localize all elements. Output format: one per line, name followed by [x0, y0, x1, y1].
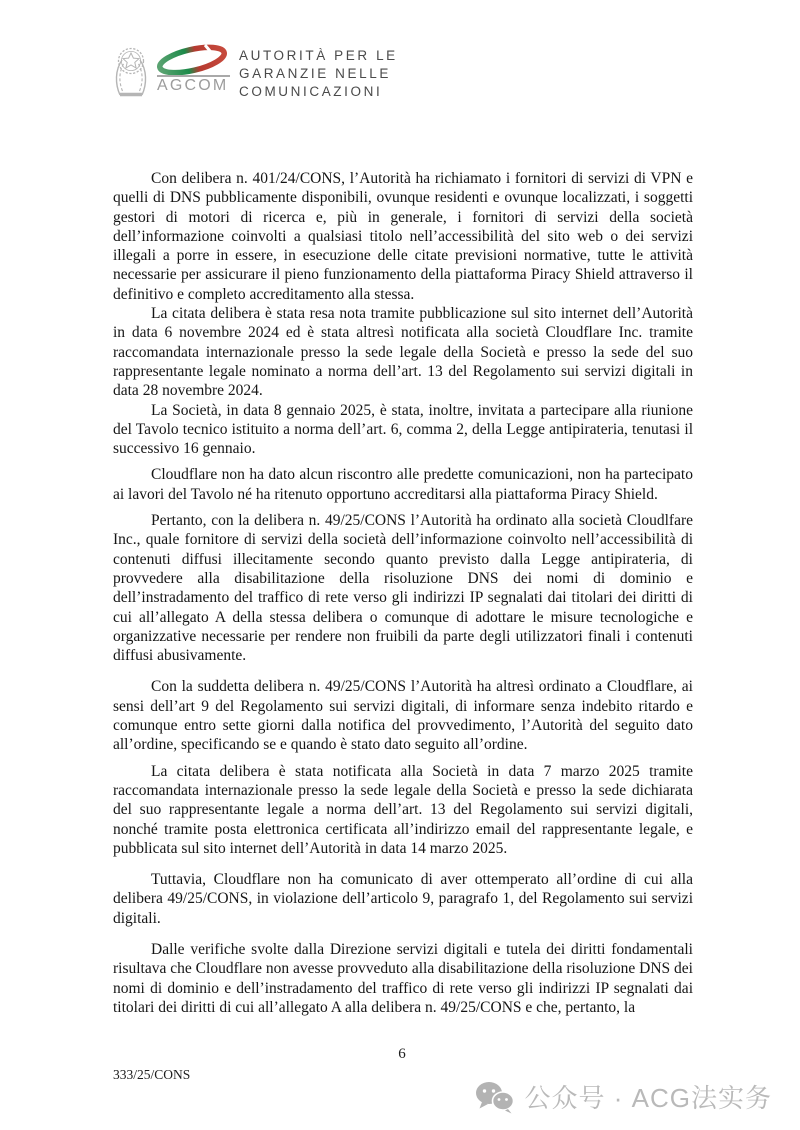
paragraph-7: La citata delibera è stata notificata alla Società in data 7 marzo 2025 tramite raccomandata internazionale presso la sede legale della Società e presso la sede dichiarata del suo rappresentante legale a norma dell’art. 13 del Regolamento sui servizi digitali, nonché tramite posta elettronica certificata all’indirizzo email del rappresentante legale, e pubblicata sul sito internet dell’Autorità in data 14 marzo 2025. [113, 762, 693, 857]
document-body [113, 169, 693, 1017]
agcom-swoosh-icon [154, 44, 232, 78]
authority-title-line-3: COMUNICAZIONI [239, 84, 383, 100]
wechat-icon [474, 1080, 516, 1114]
paragraph-4: Cloudflare non ha dato alcun riscontro alle predette comunicazioni, non ha partecipato ai lavori del Tavolo né ha ritenuto opportuno accreditarsi alla piattaforma Piracy Shield. [113, 466, 693, 503]
paragraph-9: Dalle verifiche svolte dalla Direzione servizi digitali e tutela dei diritti fondamentali risultava che Cloudflare non avesse provveduto alla disabilitazione della risoluzione DNS dei nomi di dominio e dell’instradamento del traffico di rete verso gli indirizzi IP segnalati dai titolari dei diritti di cui all’allegato A alla delibera n. 49/25/CONS e che, pertanto, la [113, 940, 693, 1016]
agcom-wordmark: AGCOM [157, 77, 229, 94]
paragraph-6: Con la suddetta delibera n. 49/25/CONS l’Autorità ha altresì ordinato a Cloudflare, ai sensi dell’art 9 del Regolamento sui servizi digitali, di informare senza indebito ritardo e comunque entro sette giorni dalla notifica del provvedimento, l’Autorità del seguito dato all’ordine, specificando se e quando è stato dato seguito all’ordine. [113, 678, 693, 754]
italy-emblem-icon [112, 44, 150, 100]
authority-title [239, 47, 398, 102]
wechat-watermark [474, 1078, 772, 1115]
watermark-text: 公众号 · ACG法实务 [524, 1083, 772, 1113]
paragraph-2: La citata delibera è stata resa nota tramite pubblicazione sul sito internet dell’Autorità in data 6 novembre 2024 ed è stata altresì notificata alla società Cloudflare Inc. tramite raccomandata internazionale presso la sede legale della Società e presso la sede del suo rappresentante legale nominato a norma dell’art. 13 del Regolamento sui servizi digitali in data 28 novembre 2024. [113, 305, 693, 400]
paragraph-5: Pertanto, con la delibera n. 49/25/CONS l’Autorità ha ordinato alla società Cloudlfare Inc., quale fornitore di servizi della società dell’informazione coinvolto nell’accessibilità di contenuti diffusi illecitamente secondo quanto previsto dalla Legge antipirateria, di provvedere alla disabilitazione della risoluzione DNS dei nomi di dominio e dell’instradamento del traffico di rete verso gli indirizzi IP segnalati dai titolari dei diritti di cui all’allegato A della stessa delibera o comunque di adottare le misure tecnologiche e organizzative necessarie per rendere non fruibili da parte degli utilizzatori finali i contenuti diffusi abusivamente. [113, 512, 693, 665]
authority-title-line-2: GARANZIE NELLE [239, 66, 391, 82]
paragraph-8: Tuttavia, Cloudflare non ha comunicato di aver ottemperato all’ordine di cui alla delibera 49/25/CONS, in violazione dell’articolo 9, paragrafo 1, del Regolamento sui servizi digitali. [113, 871, 693, 927]
page-number: 6 [398, 1046, 406, 1062]
authority-title-line-1: AUTORITÀ PER LE [239, 48, 398, 63]
paragraph-1: Con delibera n. 401/24/CONS, l’Autorità ha richiamato i fornitori di servizi di VPN e quelli di DNS pubblicamente disponibili, ovunque residenti e ovunque localizzati, i soggetti gestori di motori di ricerca e, più in generale, i fornitori di servizi della società dell’informazione coinvolti a qualsiasi titolo nell’accessibilità del sito web o dei servizi illegali a porre in essere, in esecuzione delle citate previsioni normative, tutte le attività necessarie per assicurare il pieno funzionamento della piattaforma Piracy Shield attraverso il definitivo e completo accreditamento alla stessa. [113, 170, 693, 303]
document-reference: 333/25/CONS [113, 1067, 191, 1082]
paragraph-3: La Società, in data 8 gennaio 2025, è stata, inoltre, invitata a partecipare alla riunione del Tavolo tecnico istituito a norma dell’art. 6, comma 2, della Legge antipirateria, tenutasi il successivo 16 gennaio. [113, 401, 693, 458]
